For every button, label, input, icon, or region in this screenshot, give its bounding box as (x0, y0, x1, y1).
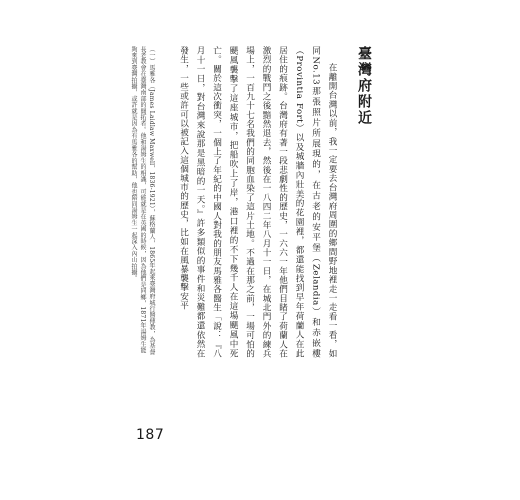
page-number: 187 (136, 427, 165, 443)
footnote (116, 46, 156, 358)
paragraph-text: 在離開台灣以前，我一定要去台灣府周圍的鄉間野地裡走一走看一看，如同No.13那張照片所展現的，在古老的安平堡（Zelandia）和赤嵌樓（Provintia Fort）以及城牆內壯美的花園裡，都還能找到早年荷蘭人在此居住的痕跡。台灣府有著一段悲劇性的歷史，一六六一年他們目睹了荷蘭人在激烈的戰鬥之後黯然退去，然後在一八四二年八月十一日，在城北門外的練兵場上，一百九十七名我們的同胞血染了這片土地。不過在那之前，一場可怕的颶風襲擊了這座城市，把船吹上了岸，港口裡的不下幾千人在這場颶風中死亡。關於這次衝突，一個上了年紀的中國人對我的朋友馬雅各醫生「說：『八月十一日，對台灣來說那是黑暗的一天。』許多類似的事件和災難都還依然在發生，一些或許可以被記入這個城市的歷史，比如在風暴襲擊安平 (178, 46, 337, 358)
footnote-text: （一）馬雅各（James Laidlaw Maxwell，1836-1921），蘇格蘭人，1865年起來臺灣府城行醫傳教，為基督長老教會在臺灣南部的開拓者。他和湯姆生的相識，可能就是在英國的時候，因為他們是同鄉，1871年湯姆生能夠來到臺灣拍攝，或許就是因為有馬雅各的幫助，他也陪同湯姆生一起深入內山拍攝。 (130, 46, 155, 356)
chapter-title: 臺灣府附近 (356, 46, 372, 126)
body-paragraph (126, 46, 340, 358)
